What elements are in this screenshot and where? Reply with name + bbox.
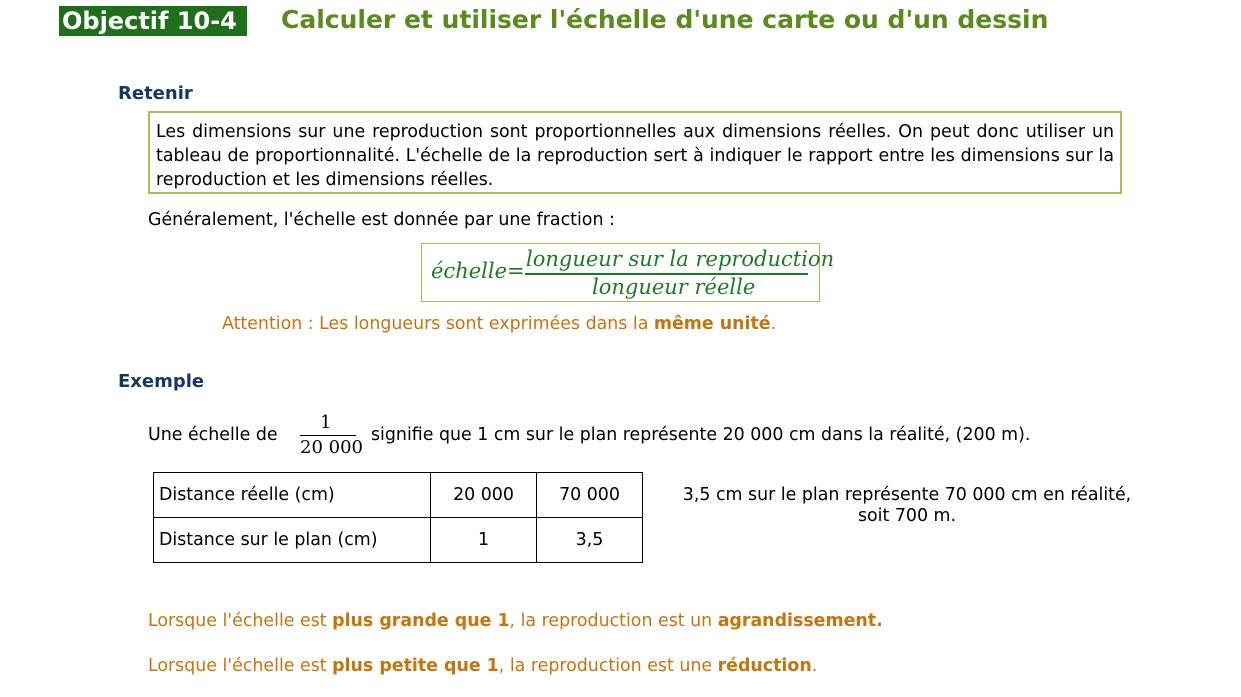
formula-numerator: longueur sur la reproduction	[526, 247, 835, 271]
example-fraction-numerator: 1	[320, 412, 332, 433]
attention-note: Attention : Les longueurs sont exprimées dans la même unité.	[222, 314, 777, 334]
exemple-heading: Exemple	[118, 371, 205, 392]
example-sentence-suffix: signifie que 1 cm sur le plan représente 20 000 cm dans la réalité, (200 m).	[371, 425, 1031, 445]
table-cell: 70 000	[537, 473, 643, 518]
objective-badge: Objectif 10-4	[59, 6, 247, 36]
table-row-label: Distance sur le plan (cm)	[154, 518, 431, 563]
formula-denominator: longueur réelle	[592, 275, 756, 299]
rule-reduction: Lorsque l'échelle est plus petite que 1, la reproduction est une réduction.	[148, 656, 818, 676]
table-explanation-line: 3,5 cm sur le plan représente 70 000 cm en réalité,	[682, 485, 1132, 505]
table-row	[154, 518, 643, 563]
table-explanation-line: soit 700 m.	[857, 506, 957, 526]
table-row	[154, 473, 643, 518]
proportionality-table	[153, 472, 643, 563]
example-fraction-bar	[300, 435, 356, 436]
scale-formula	[421, 243, 835, 302]
table-cell: 1	[431, 518, 537, 563]
example-fraction-denominator: 20 000	[300, 437, 363, 458]
rule-enlargement: Lorsque l'échelle est plus grande que 1, la reproduction est un agrandissement.	[148, 611, 883, 631]
retenir-heading: Retenir	[118, 83, 193, 104]
table-row-label: Distance réelle (cm)	[154, 473, 431, 518]
page-title: Calculer et utiliser l'échelle d'une carte ou d'un dessin	[281, 5, 1049, 34]
example-sentence-prefix: Une échelle de	[148, 425, 278, 445]
table-cell: 20 000	[431, 473, 537, 518]
formula-lhs: échelle=	[431, 259, 525, 283]
formula-intro: Généralement, l'échelle est donnée par une fraction :	[148, 210, 615, 230]
table-explanation	[657, 485, 1157, 527]
retenir-box: Les dimensions sur une reproduction sont proportionnelles aux dimensions réelles. On peut donc utiliser un tableau de proportionnalité. L'échelle de la reproduction sert à indiquer le rapport entre les dimensions sur la reproduction et les dimensions réelles.	[148, 111, 1122, 194]
table-cell: 3,5	[537, 518, 643, 563]
